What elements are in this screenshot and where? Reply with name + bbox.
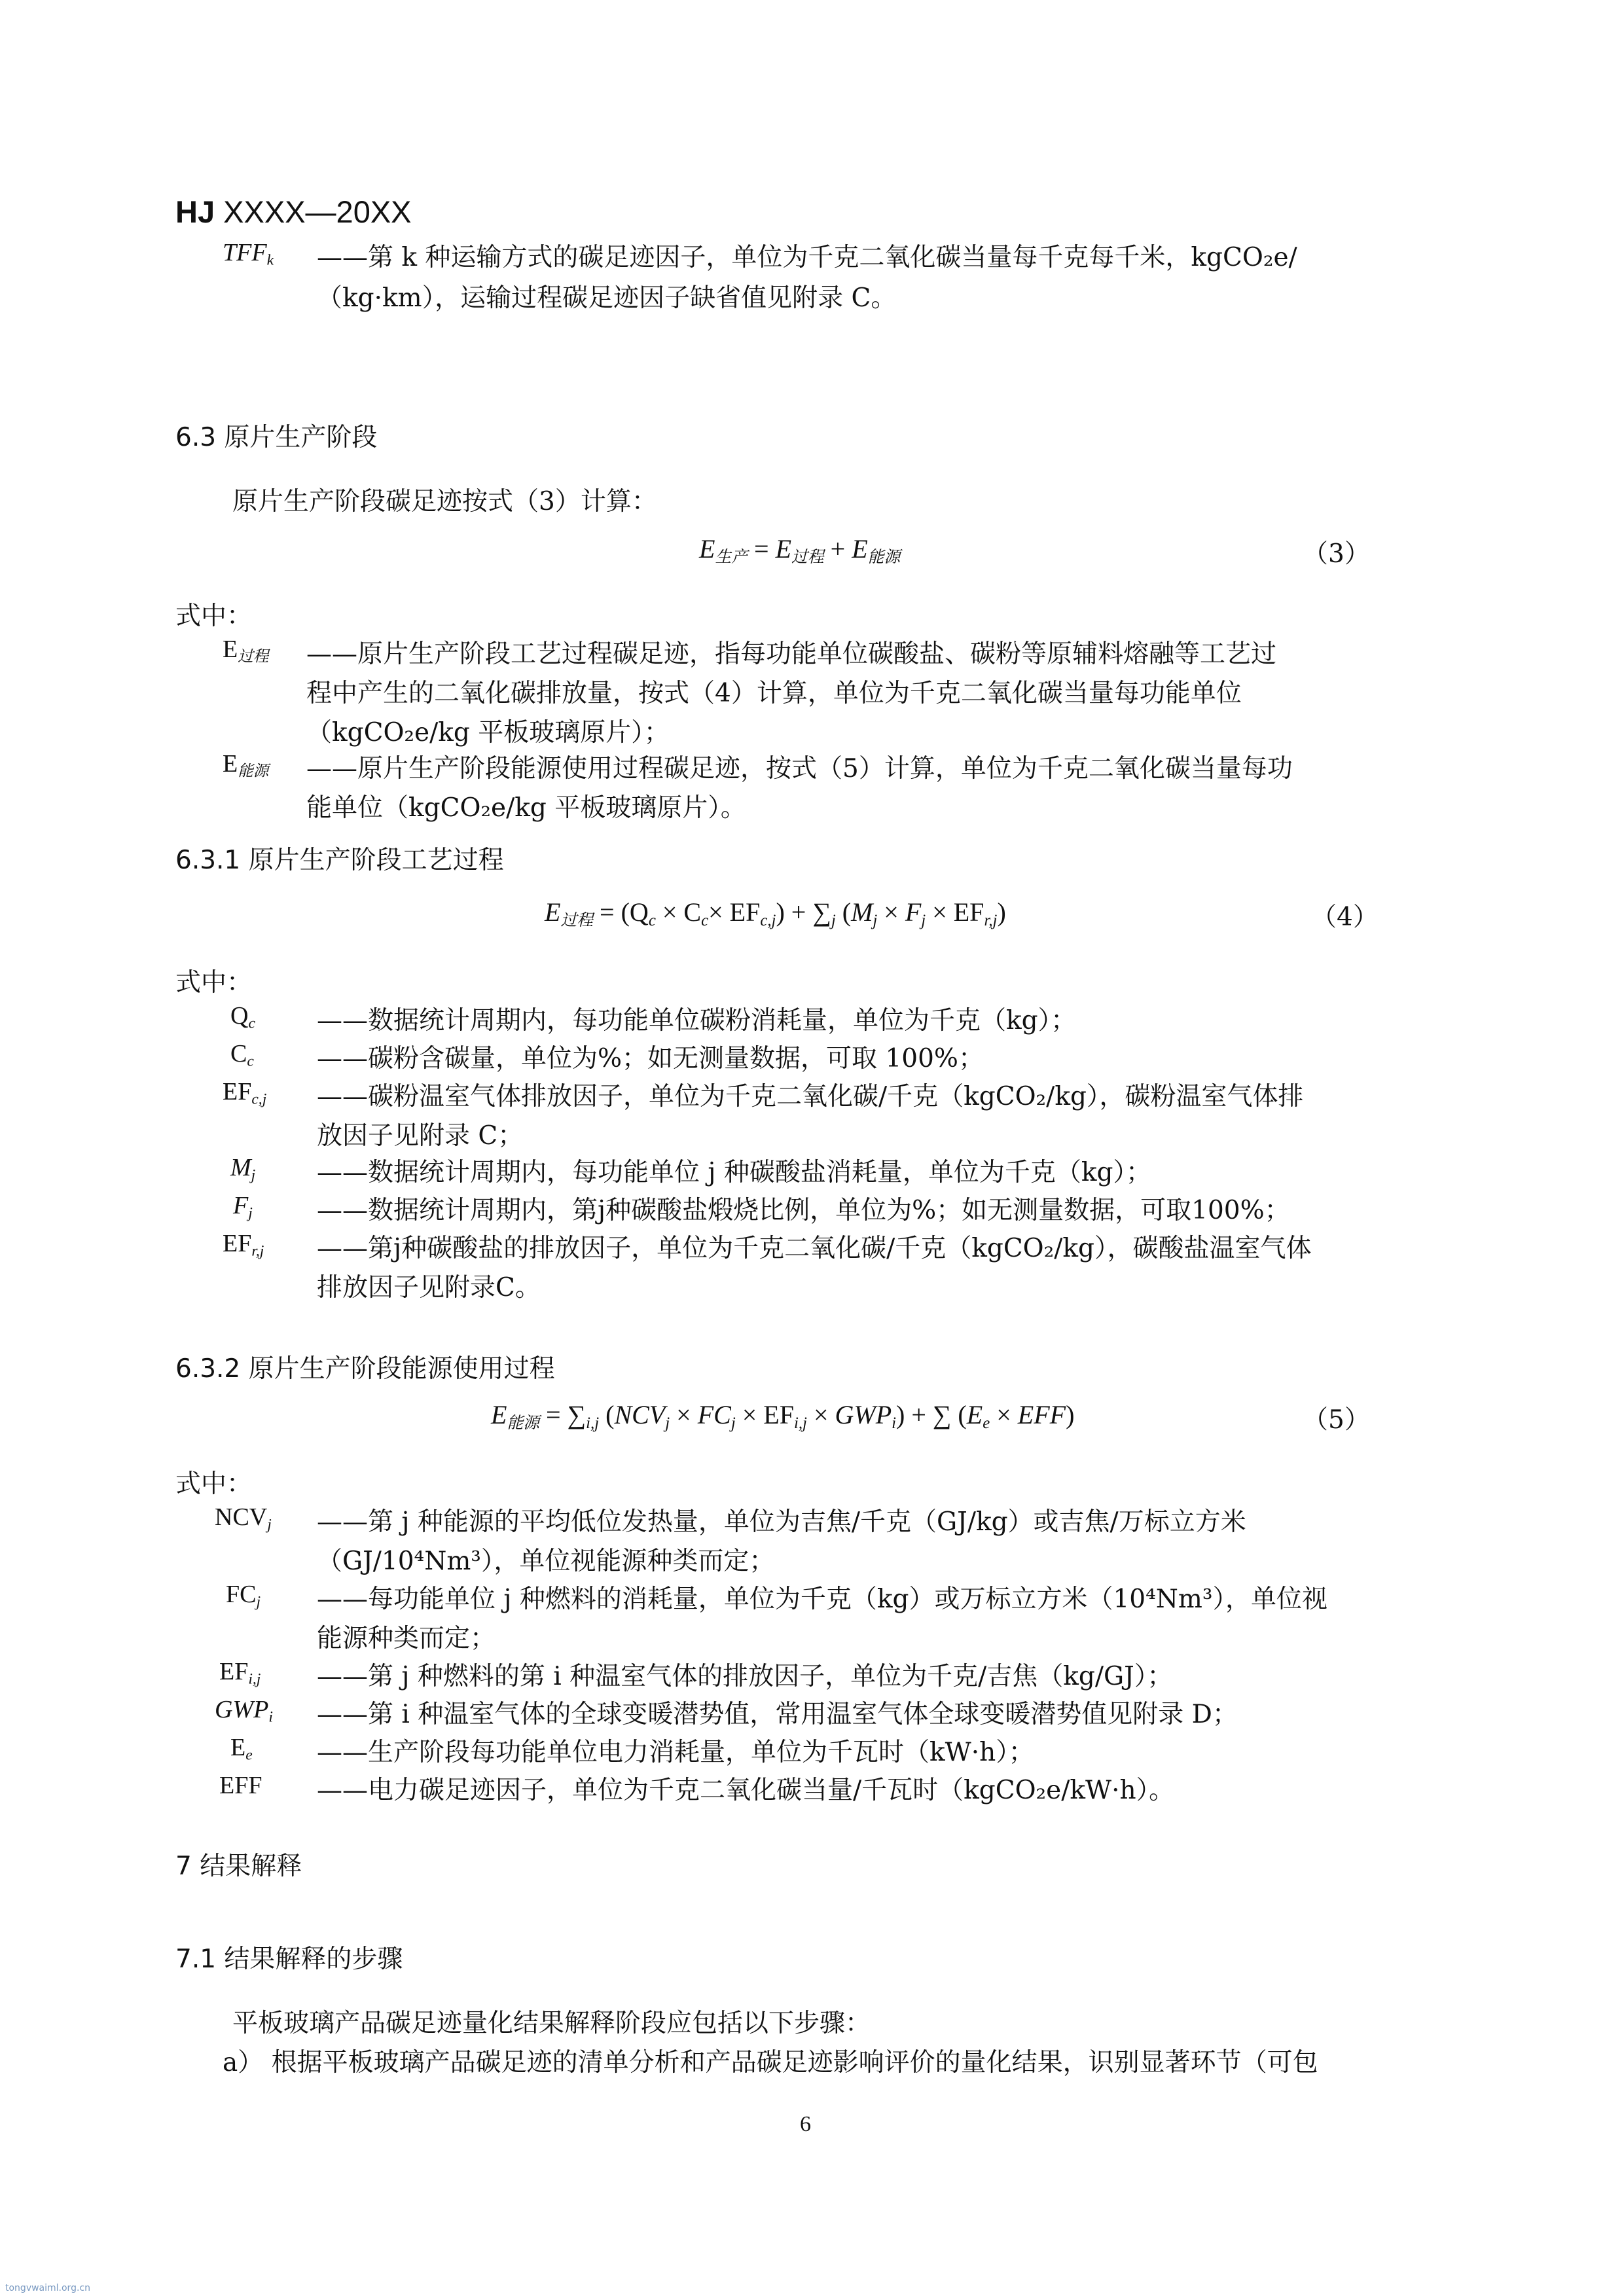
efij-def: ——第 j 种燃料的第 i 种温室气体的排放因子，单位为千克/吉焦（kg/GJ）； — [317, 1662, 1173, 1691]
gwpi-def: ——第 i 种温室气体的全球变暖潜势值，常用温室气体全球变暖潜势值见附录 D； — [317, 1700, 1238, 1729]
section-6-3-intro: 原片生产阶段碳足迹按式（3）计算： — [232, 487, 657, 516]
standard-number: XXXX—20XX — [223, 194, 412, 229]
watermark: tongvwaiml.org.cn — [5, 2283, 90, 2293]
efrj-def-line2: 排放因子见附录C。 — [317, 1273, 541, 1302]
fcj-symbol: $FC_j$ — [226, 1581, 261, 1611]
efrj-def-line1: ——第j种碳酸盐的排放因子，单位为千克二氧化碳/千克（kgCO₂/kg），碳酸盐温室气体 — [317, 1234, 1312, 1263]
e-energy-def-line2: 能单位（kgCO₂e/kg 平板玻璃原片）。 — [306, 793, 746, 823]
ncvj-def-line1: ——第 j 种能源的平均低位发热量，单位为吉焦/千克（GJ/kg）或吉焦/万标立方米 — [317, 1507, 1246, 1537]
standard-code — [175, 194, 412, 230]
equation-3: $E_{生产} = E_{过程} + E_{能源}$ — [699, 534, 901, 566]
e-energy-def-line1: ——原片生产阶段能源使用过程碳足迹，按式（5）计算，单位为千克二氧化碳当量每功 — [306, 754, 1293, 783]
ncvj-def-line2: （GJ/10⁴Nm³），单位视能源种类而定； — [317, 1547, 775, 1576]
fj-symbol: $F_j$ — [233, 1192, 253, 1222]
cc-def: ——碳粉含碳量，单位为%；如无测量数据，可取 100%； — [317, 1044, 984, 1073]
e-process-def-line2: 程中产生的二氧化碳排放量，按式（4）计算，单位为千克二氧化碳当量每功能单位 — [306, 679, 1242, 708]
efcj-symbol: $EF_{c,j}$ — [223, 1078, 267, 1108]
equation-3-number: （3） — [1303, 539, 1370, 569]
list-item-a: a） 根据平板玻璃产品碳足迹的清单分析和产品碳足迹影响评价的量化结果，识别显著环节（可包 — [223, 2048, 1318, 2077]
page-number: 6 — [800, 2112, 811, 2136]
ee-symbol: $E_e$ — [230, 1734, 253, 1764]
section-7-heading: 7 结果解释 — [175, 1852, 302, 1881]
fcj-def-line1: ——每功能单位 j 种燃料的消耗量，单位为千克（kg）或万标立方米（10⁴Nm³），单位视 — [317, 1585, 1327, 1614]
efcj-def-line1: ——碳粉温室气体排放因子，单位为千克二氧化碳/千克（kgCO₂/kg），碳粉温室气体排 — [317, 1082, 1304, 1111]
qc-symbol: $Q_c$ — [230, 1002, 255, 1032]
mj-def: ——数据统计周期内，每功能单位 j 种碳酸盐消耗量，单位为千克（kg）； — [317, 1158, 1151, 1187]
section-6-3-heading: 6.3 原片生产阶段 — [175, 423, 378, 452]
tff-symbol: $TFF_k$ — [223, 239, 274, 269]
where-label-2: 式中： — [175, 968, 253, 997]
section-6-3-1-heading: 6.3.1 原片生产阶段工艺过程 — [175, 846, 504, 875]
cc-symbol: $C_c$ — [230, 1040, 254, 1070]
equation-5-number: （5） — [1303, 1405, 1370, 1435]
fj-def: ——数据统计周期内，第j种碳酸盐煅烧比例，单位为%；如无测量数据，可取100%； — [317, 1196, 1290, 1225]
where-label-1: 式中： — [175, 601, 253, 631]
section-7-1-intro: 平板玻璃产品碳足迹量化结果解释阶段应包括以下步骤： — [232, 2009, 871, 2038]
where-label-3: 式中： — [175, 1469, 253, 1499]
e-process-def-line1: ——原片生产阶段工艺过程碳足迹，指每功能单位碳酸盐、碳粉等原辅料熔融等工艺过 — [306, 639, 1277, 669]
equation-5-lhs: $E_{能源}$ — [491, 1400, 540, 1432]
section-6-3-2-heading: 6.3.2 原片生产阶段能源使用过程 — [175, 1354, 555, 1384]
ee-def: ——生产阶段每功能单位电力消耗量，单位为千瓦时（kW·h）； — [317, 1738, 1034, 1767]
tff-def-line2: （kg·km），运输过程碳足迹因子缺省值见附录 C。 — [317, 283, 897, 313]
gwpi-symbol: $GWP_i$ — [215, 1696, 273, 1726]
efcj-def-line2: 放因子见附录 C； — [317, 1121, 524, 1151]
equation-4-rhs: = $(Q_c \times C_c\times EF_{c,j}) + \sum_j$ $(M_j \times F_j \times EF_{r,j})$ — [600, 897, 1006, 929]
equation-5 — [491, 1399, 1074, 1433]
equation-4-number: （4） — [1311, 903, 1379, 932]
ncvj-symbol: $NCV_j$ — [215, 1503, 272, 1534]
eff-def: ——电力碳足迹因子，单位为千克二氧化碳当量/千瓦时（kgCO₂e/kW·h）。 — [317, 1776, 1175, 1805]
efij-symbol: $EF_{i,j}$ — [219, 1658, 261, 1688]
section-7-1-heading: 7.1 结果解释的步骤 — [175, 1945, 403, 1974]
e-energy-symbol: $E_{能源}$ — [223, 750, 269, 780]
equation-5-rhs: = $\sum_{i,j}$ $(NCV_j \times FC_j \times EF_{i,j} \times GWP_i)$ + ∑ $(E_e \times EFF)$ — [546, 1400, 1075, 1432]
eff-symbol: EFF — [219, 1772, 262, 1799]
mj-symbol: $M_j$ — [230, 1154, 256, 1184]
e-process-symbol: $E_{过程}$ — [223, 636, 269, 666]
tff-def-line1: ——第 k 种运输方式的碳足迹因子，单位为千克二氧化碳当量每千克每千米，kgCO₂e/ — [317, 243, 1297, 272]
qc-def: ——数据统计周期内，每功能单位碳粉消耗量，单位为千克（kg）； — [317, 1006, 1077, 1035]
e-process-def-line3: （kgCO₂e/kg 平板玻璃原片）； — [306, 718, 670, 747]
efrj-symbol: $EF_{r,j}$ — [223, 1230, 264, 1260]
equation-4-lhs: $E_{过程}$ — [545, 897, 594, 929]
standard-prefix: HJ — [175, 194, 215, 229]
fcj-def-line2: 能源种类而定； — [317, 1624, 496, 1653]
equation-4 — [545, 897, 1006, 931]
